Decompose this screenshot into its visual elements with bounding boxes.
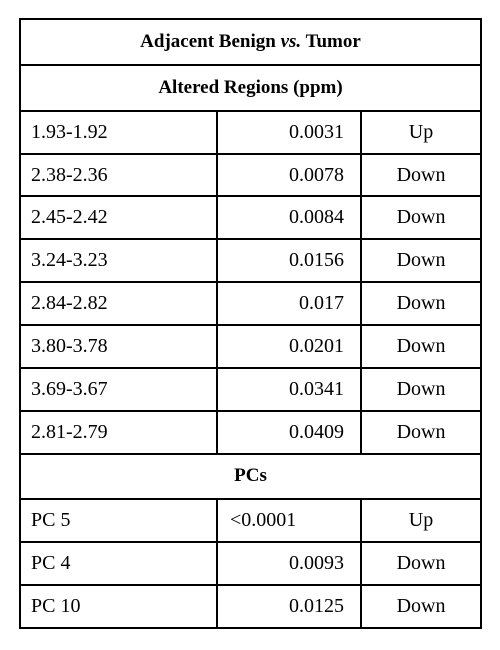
section-header-row <box>20 454 481 500</box>
region-cell: 2.81-2.79 <box>20 411 217 454</box>
p-value-cell: 0.0156 <box>217 239 361 282</box>
p-value-cell: 0.0084 <box>217 196 361 239</box>
results-table <box>19 18 482 629</box>
region-cell: 3.80-3.78 <box>20 325 217 368</box>
pc-cell: PC 5 <box>20 499 217 542</box>
p-value-cell: <0.0001 <box>217 499 361 542</box>
table-row <box>20 368 481 411</box>
region-cell: 2.38-2.36 <box>20 154 217 197</box>
direction-cell: Down <box>361 239 481 282</box>
region-cell: 3.24-3.23 <box>20 239 217 282</box>
p-value-cell: 0.0341 <box>217 368 361 411</box>
section-header-pcs: PCs <box>20 454 481 500</box>
p-value-cell: 0.0031 <box>217 111 361 154</box>
table-row <box>20 325 481 368</box>
direction-cell: Up <box>361 111 481 154</box>
direction-cell: Down <box>361 368 481 411</box>
table-title: Adjacent Benign vs. Tumor <box>20 19 481 65</box>
region-cell: 3.69-3.67 <box>20 368 217 411</box>
p-value-cell: 0.017 <box>217 282 361 325</box>
table-title-row <box>20 19 481 65</box>
p-value-cell: 0.0093 <box>217 542 361 585</box>
direction-cell: Down <box>361 196 481 239</box>
table-row <box>20 499 481 542</box>
pc-cell: PC 10 <box>20 585 217 628</box>
p-value-cell: 0.0409 <box>217 411 361 454</box>
region-cell: 2.84-2.82 <box>20 282 217 325</box>
table-row <box>20 154 481 197</box>
direction-cell: Down <box>361 282 481 325</box>
direction-cell: Down <box>361 411 481 454</box>
direction-cell: Up <box>361 499 481 542</box>
p-value-cell: 0.0125 <box>217 585 361 628</box>
table-row <box>20 411 481 454</box>
region-cell: 1.93-1.92 <box>20 111 217 154</box>
region-cell: 2.45-2.42 <box>20 196 217 239</box>
table-row <box>20 282 481 325</box>
p-value-cell: 0.0201 <box>217 325 361 368</box>
pc-cell: PC 4 <box>20 542 217 585</box>
direction-cell: Down <box>361 585 481 628</box>
direction-cell: Down <box>361 154 481 197</box>
table-row <box>20 239 481 282</box>
table-row <box>20 585 481 628</box>
section-header-row <box>20 65 481 111</box>
table-row <box>20 111 481 154</box>
p-value-cell: 0.0078 <box>217 154 361 197</box>
table-row <box>20 542 481 585</box>
table-row <box>20 196 481 239</box>
direction-cell: Down <box>361 542 481 585</box>
direction-cell: Down <box>361 325 481 368</box>
section-header-regions: Altered Regions (ppm) <box>20 65 481 111</box>
